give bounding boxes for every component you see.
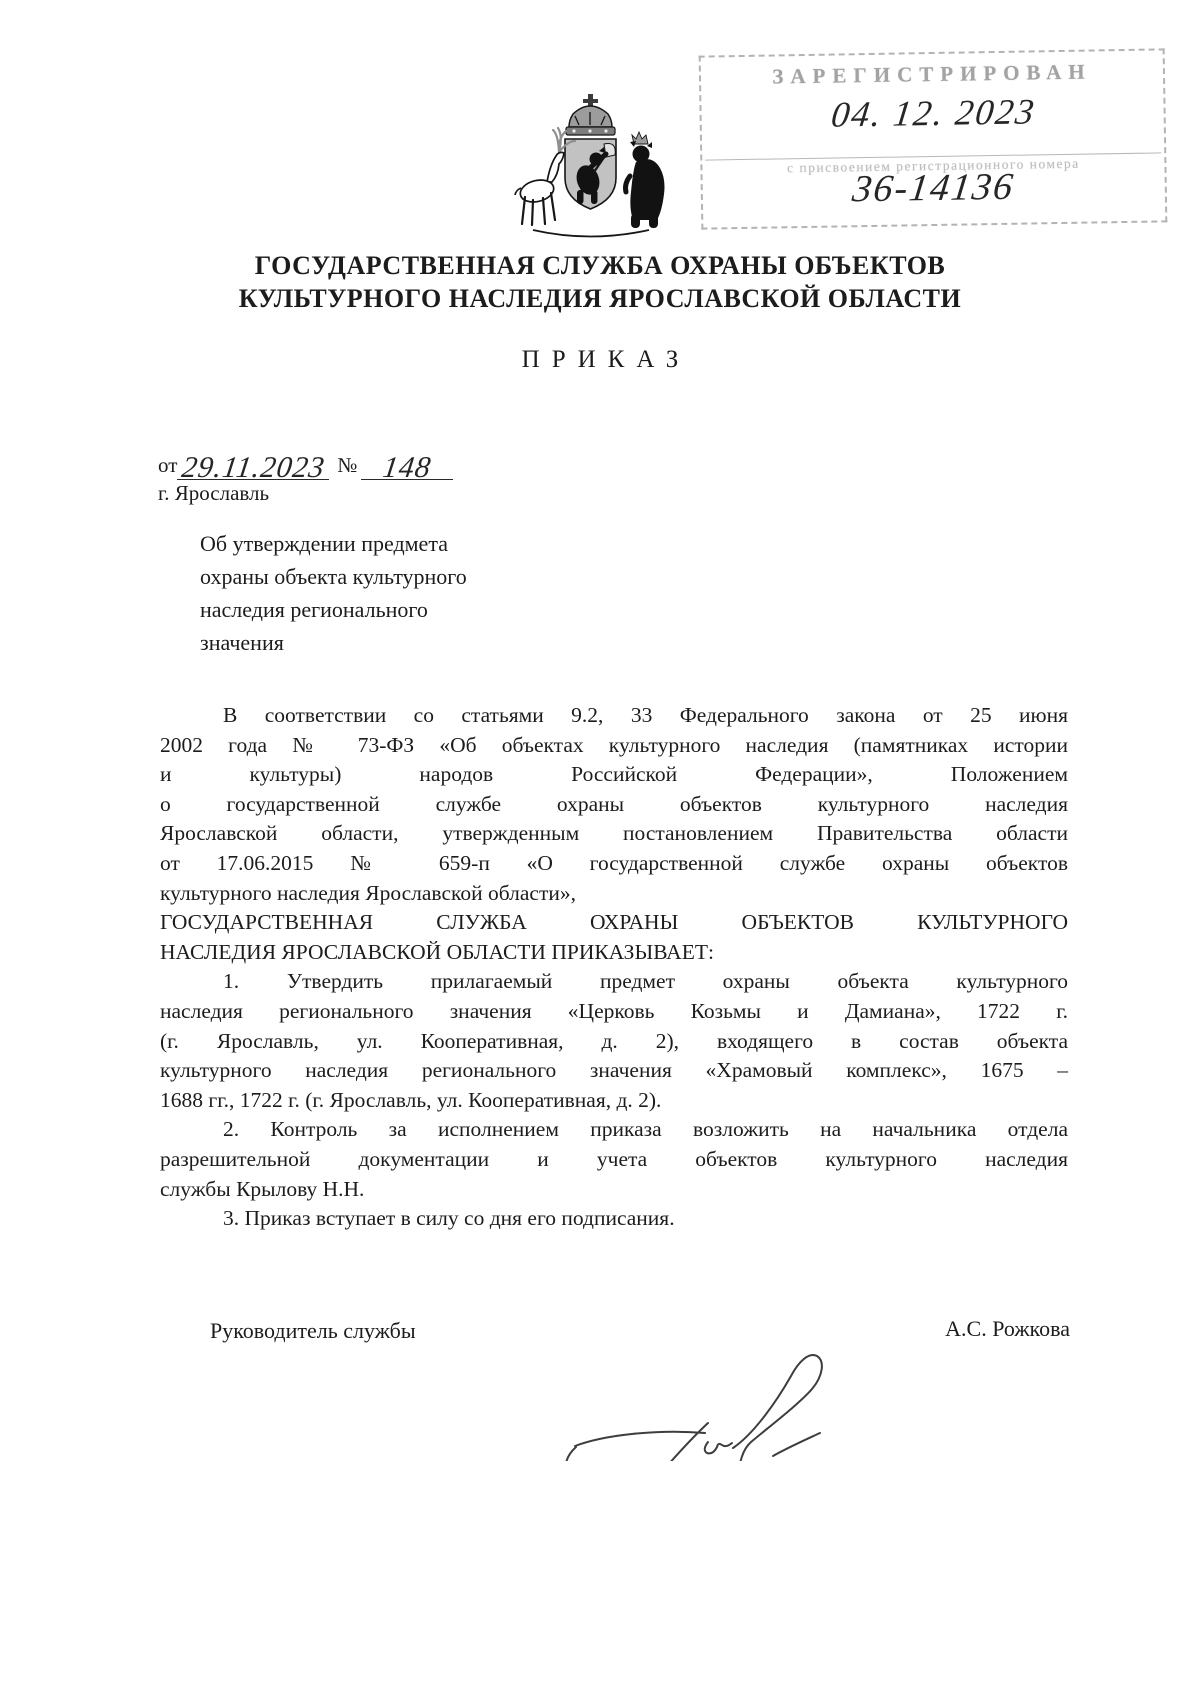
body-line: 3. Приказ вступает в силу со дня его подписания. [223, 1206, 675, 1231]
subject-line: охраны объекта культурного [200, 564, 467, 589]
stamp-number-handwritten: 36-14136 [850, 165, 1018, 211]
stamp-date-handwritten: 04. 12. 2023 [829, 91, 1039, 135]
body-line: 1688 гг., 1722 г. (г. Ярославль, ул. Кооперативная, д. 2). [160, 1087, 662, 1112]
handwritten-signature-icon [512, 1266, 852, 1461]
number-underline [361, 449, 453, 484]
organization-title-line1: ГОСУДАРСТВЕННАЯ СЛУЖБА ОХРАНЫ ОБЪЕКТОВ [254, 251, 946, 280]
date-underline [177, 449, 329, 484]
date-number-line [158, 438, 453, 484]
body-line: культурного наследия регионального значения «Храмовый комплекс», 1675 – [160, 1058, 1068, 1083]
bear-supporter [626, 132, 665, 228]
body-line: культурного наследия Ярославской области», [160, 880, 576, 905]
number-sign-label: № [337, 453, 358, 477]
subject-line: значения [200, 630, 284, 655]
organization-title-line2: КУЛЬТУРНОГО НАСЛЕДИЯ ЯРОСЛАВСКОЙ ОБЛАСТИ [238, 284, 962, 313]
stamp-registered-label: ЗАРЕГИСТРИРОВАН [772, 59, 1092, 89]
body-line: (г. Ярославль, ул. Кооперативная, д. 2), входящего в состав объекта [160, 1028, 1068, 1053]
body-line: службы Крылову Н.Н. [160, 1176, 365, 1201]
subject-line: Об утверждении предмета [200, 531, 448, 556]
body-line: НАСЛЕДИЯ ЯРОСЛАВСКОЙ ОБЛАСТИ ПРИКАЗЫВАЕТ: [160, 939, 714, 964]
body-line: 2002 года № 73-ФЗ «Об объектах культурного наследия (памятниках истории [160, 732, 1068, 757]
stamp-caption: с присвоением регистрационного номера [786, 155, 1080, 176]
body-line: ГОСУДАРСТВЕННАЯ СЛУЖБА ОХРАНЫ ОБЪЕКТОВ КУЛЬТУРНОГО [160, 910, 1068, 935]
document-type-heading: ПРИКАЗ [521, 346, 691, 373]
signer-position-label: Руководитель службы [210, 1318, 416, 1343]
subject-line: наследия регионального [200, 597, 428, 622]
order-body-text [160, 701, 1068, 1234]
city-label: г. Ярославль [158, 481, 270, 505]
body-line: от 17.06.2015 № 659-п «О государственной службе охраны объектов [160, 850, 1068, 875]
order-subject [200, 527, 467, 659]
body-line: разрешительной документации и учета объектов культурного наследия [160, 1146, 1068, 1171]
signer-name: А.С. Рожкова [945, 1316, 1070, 1341]
body-line: наследия регионального значения «Церковь Козьмы и Дамиана», 1722 г. [160, 998, 1068, 1023]
body-line: Ярославской области, утвержденным постановлением Правительства области [160, 821, 1068, 846]
base-scroll [533, 230, 649, 237]
from-label: от [158, 453, 178, 477]
body-line: 2. Контроль за исполнением приказа возложить на начальника отдела [223, 1117, 1068, 1142]
organization-title [0, 249, 1200, 315]
registration-stamp [699, 48, 1168, 229]
body-line: В соответствии со статьями 9.2, 33 Федерального закона от 25 июня [223, 703, 1068, 727]
body-line: 1. Утвердить прилагаемый предмет охраны объекта культурного [223, 969, 1068, 994]
body-line: и культуры) народов Российской Федерации», Положением [160, 762, 1068, 787]
body-line: о государственной службе охраны объектов культурного наследия [160, 791, 1068, 816]
yaroslavl-region-coat-of-arms-icon [503, 92, 678, 242]
order-date-handwritten: 29.11.2023 [179, 451, 328, 484]
order-number-handwritten: 148 [381, 451, 434, 484]
